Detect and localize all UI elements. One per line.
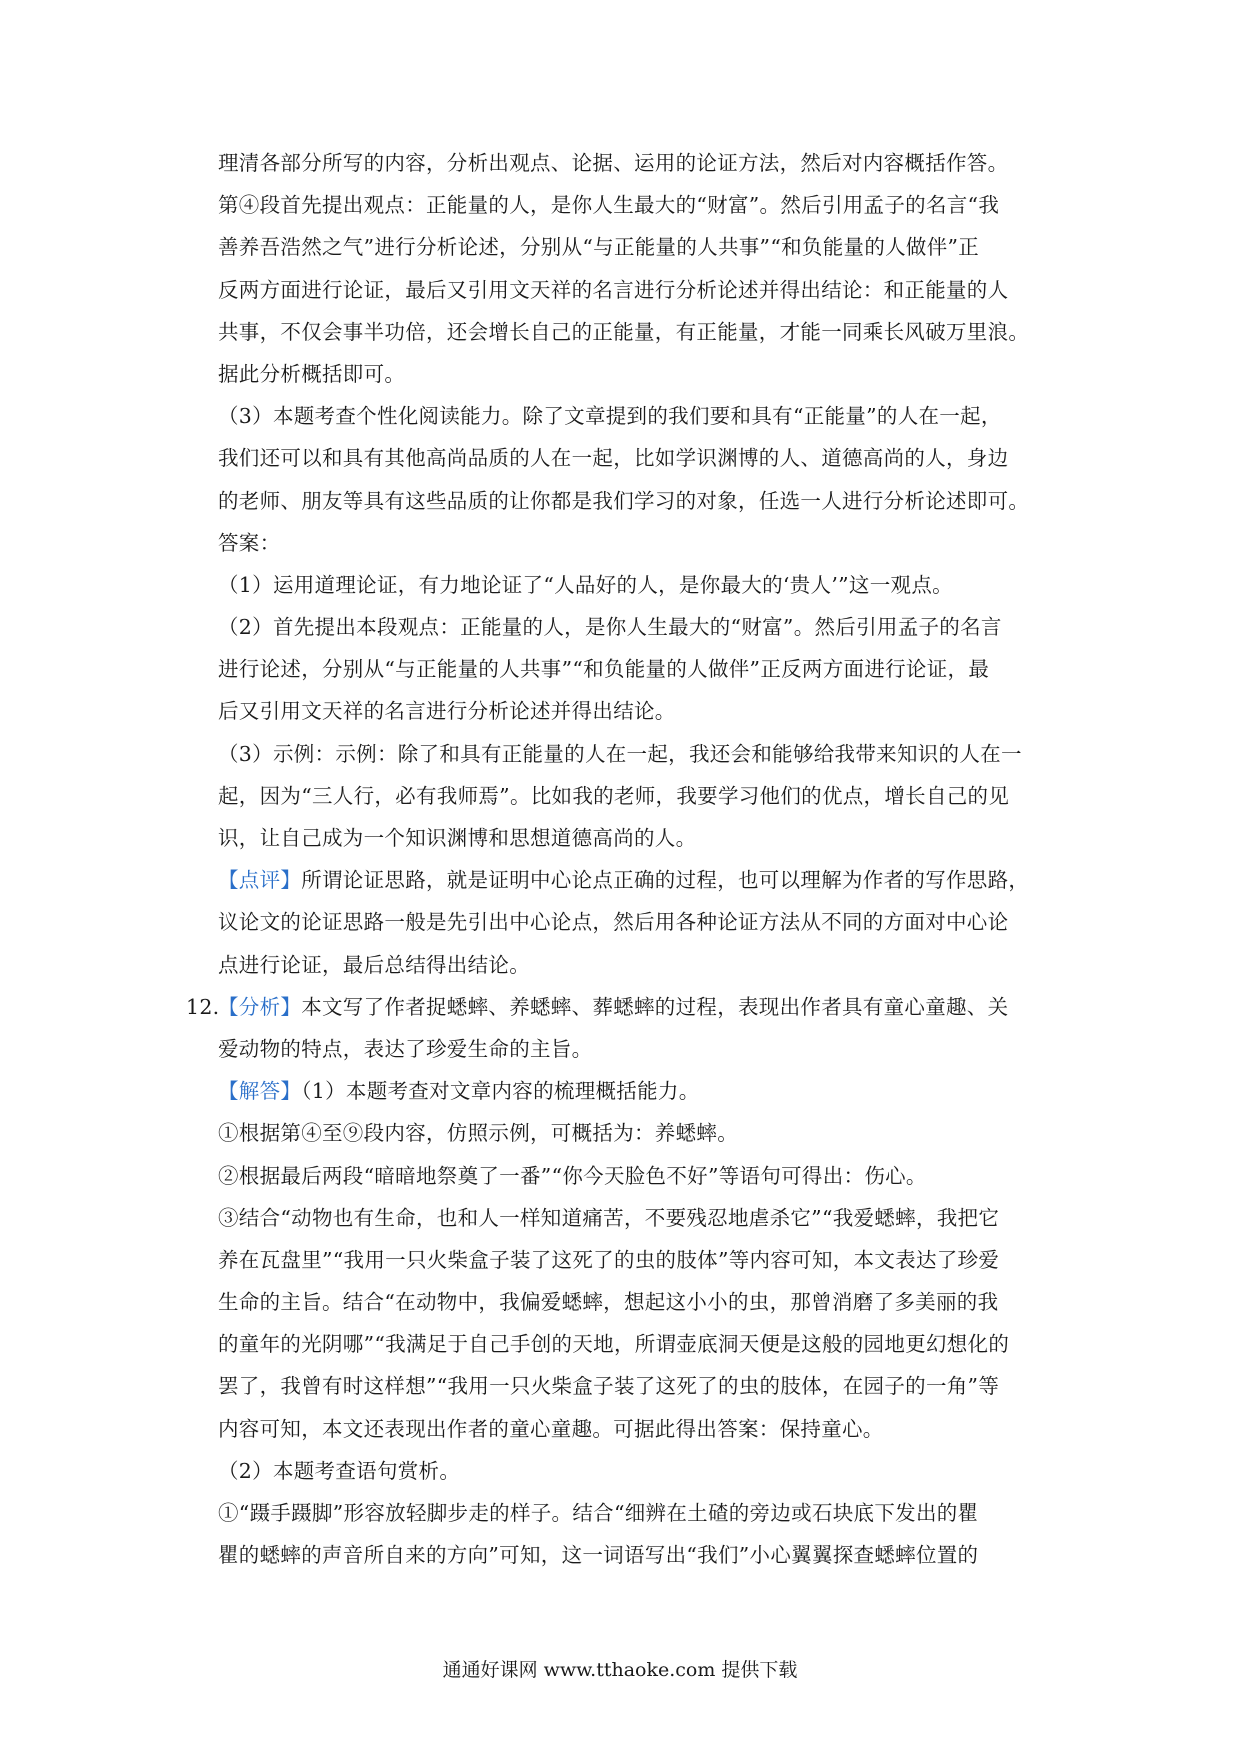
question-number: 12. [186, 994, 220, 1019]
text-line: （3）示例：示例：除了和具有正能量的人在一起，我还会和能够给我带来知识的人在一 [218, 741, 1022, 766]
text-line: 生命的主旨。结合“在动物中，我偏爱蟋蟀，想起这小小的虫，那曾消磨了多美丽的我 [218, 1290, 999, 1315]
text-line: 进行论述，分别从“与正能量的人共事”“和负能量的人做伴”正反两方面进行论证，最 [218, 657, 990, 682]
text-line: 瞿的蟋蟀的声音所自来的方向”可知，这一词语写出“我们”小心翼翼探查蟋蟀位置的 [218, 1543, 979, 1568]
text-line: 养在瓦盘里”“我用一只火柴盒子装了这死了的虫的肢体”等内容可知，本文表达了珍爱 [218, 1247, 1000, 1272]
text-line: 点进行论证，最后总结得出结论。 [218, 952, 530, 977]
comment-tag: 【点评】 [218, 868, 302, 893]
text-line: ①“蹑手蹑脚”形容放轻脚步走的样子。结合“细辨在土碴的旁边或石块底下发出的瞿 [218, 1501, 979, 1525]
text-line: 我们还可以和具有其他高尚品质的人在一起，比如学识渊博的人、道德高尚的人，身边 [218, 446, 1009, 471]
text-line: 善养吾浩然之气”进行分析论述，分别从“与正能量的人共事”“和负能量的人做伴”正 [218, 235, 980, 260]
answer-text: （1）本题考查对文章内容的梳理概括能力。 [301, 1079, 700, 1104]
text-line: （3）本题考查个性化阅读能力。除了文章提到的我们要和具有“正能量”的人在一起， [218, 404, 1002, 429]
analysis-tag: 【分析】 [218, 994, 302, 1019]
text-line: 反两方面进行论证，最后又引用文天祥的名言进行分析论述并得出结论：和正能量的人 [218, 277, 1009, 302]
text-line: ②根据最后两段“暗暗地祭奠了一番”“你今天脸色不好”等语句可得出：伤心。 [218, 1163, 927, 1188]
question-12-analysis [186, 986, 1056, 1028]
comment-line [218, 859, 1056, 901]
text-line: 起，因为“三人行，必有我师焉”。比如我的老师，我要学习他们的优点，增长自己的见 [218, 783, 1010, 808]
analysis-text: 本文写了作者捉蟋蟀、养蟋蟀、葬蟋蟀的过程，表现出作者具有童心童趣、关 [301, 994, 1009, 1019]
page-footer: 通通好课网 www.tthaoke.com 提供下载 [442, 1659, 798, 1681]
text-line: 理清各部分所写的内容，分析出观点、论据、运用的论证方法，然后对内容概括作答。 [218, 151, 1009, 175]
text-line: 据此分析概括即可。 [218, 361, 406, 386]
text-line: 爱动物的特点，表达了珍爱生命的主旨。 [218, 1036, 593, 1061]
text-line: 的老师、朋友等具有这些品质的让你都是我们学习的对象，任选一人进行分析论述即可。 [218, 488, 1030, 513]
page-content [186, 142, 1056, 1576]
text-line: 罢了，我曾有时这样想”“我用一只火柴盒子装了这死了的虫的肢体，在园子的一角”等 [218, 1374, 1000, 1399]
answer-heading: 答案： [218, 530, 281, 555]
text-line: 共事，不仅会事半功倍，还会增长自己的正能量，有正能量，才能一同乘长风破万里浪。 [218, 319, 1030, 344]
text-line: 议论文的论证思路一般是先引出中心论点，然后用各种论证方法从不同的方面对中心论 [218, 910, 1009, 935]
text-line: 后又引用文天祥的名言进行分析论述并得出结论。 [218, 699, 676, 724]
text-line: （1）运用道理论证，有力地论证了“人品好的人，是你最大的‘贵人’”这一观点。 [218, 572, 953, 597]
text-line: ③结合“动物也有生命，也和人一样知道痛苦，不要残忍地虐杀它”“我爱蟋蟀，我把它 [218, 1205, 1000, 1230]
text-line: 第④段首先提出观点：正能量的人，是你人生最大的“财富”。然后引用孟子的名言“我 [218, 193, 1000, 218]
comment-text: 所谓论证思路，就是证明中心论点正确的过程，也可以理解为作者的写作思路， [301, 868, 1030, 893]
text-line: ①根据第④至⑨段内容，仿照示例，可概括为：养蟋蟀。 [218, 1121, 738, 1146]
answer-tag: 【解答】 [218, 1079, 302, 1104]
answer-line [218, 1070, 1056, 1112]
text-line: 内容可知，本文还表现出作者的童心童趣。可据此得出答案：保持童心。 [218, 1416, 884, 1441]
text-line: （2）本题考查语句赏析。 [218, 1458, 461, 1483]
text-line: （2）首先提出本段观点：正能量的人，是你人生最大的“财富”。然后引用孟子的名言 [218, 615, 1002, 640]
text-line: 识，让自己成为一个知识渊博和思想道德高尚的人。 [218, 826, 697, 850]
text-line: 的童年的光阴哪”“我满足于自己手创的天地，所谓壶底洞天便是这般的园地更幻想化的 [218, 1332, 1010, 1357]
